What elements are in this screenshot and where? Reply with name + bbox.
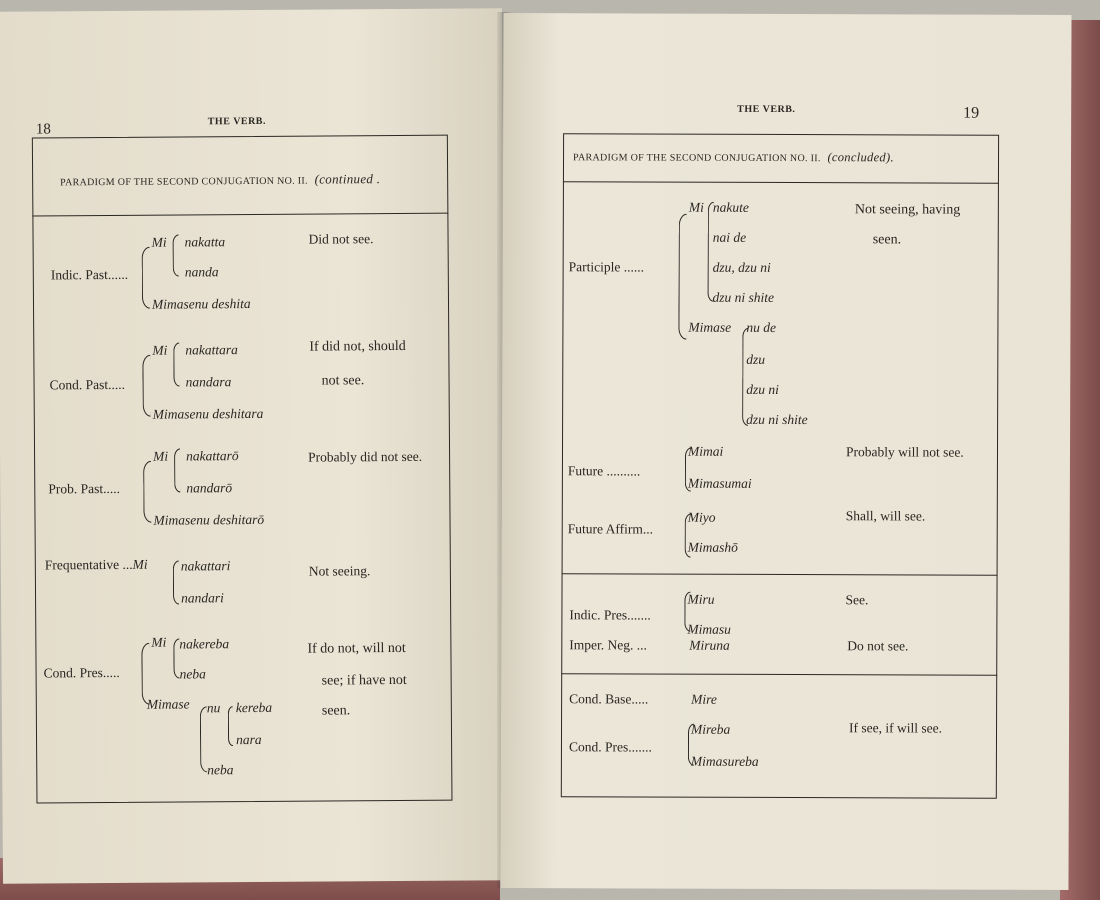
- form: nandari: [181, 590, 224, 606]
- row-label-frequentative: Frequentative ...Mi: [44, 556, 148, 573]
- form: nandarō: [186, 480, 233, 496]
- form: kereba: [235, 699, 273, 716]
- form: nakattara: [185, 342, 238, 358]
- brace: [142, 355, 150, 417]
- form: nandara: [185, 374, 232, 390]
- meaning: seen.: [872, 232, 902, 248]
- meaning: See.: [845, 592, 869, 608]
- form: Mimasureba: [690, 753, 759, 769]
- form: neba: [179, 666, 206, 682]
- form: Miru: [687, 591, 715, 607]
- stem: Mimase: [688, 319, 732, 335]
- form: nu: [206, 700, 221, 716]
- meaning: see; if have not: [321, 672, 407, 689]
- brace: [143, 461, 151, 523]
- stem: Mi: [151, 234, 167, 250]
- row-label-cond-pres: Cond. Pres.....: [43, 664, 120, 681]
- form: Mimashō: [687, 539, 738, 555]
- meaning: Do not see.: [847, 638, 909, 654]
- meaning: If do not, will not: [307, 640, 406, 657]
- form: Mimasu: [687, 621, 731, 637]
- form: dzu ni shite: [746, 411, 808, 428]
- form: nu de: [746, 319, 777, 335]
- stem: Mi: [152, 342, 168, 358]
- brace: [142, 247, 150, 309]
- form: nakute: [712, 199, 749, 215]
- row-label-prob-past: Prob. Past.....: [48, 480, 120, 497]
- row-label-cond-past: Cond. Past.....: [49, 376, 126, 393]
- stem: Mi: [153, 448, 169, 464]
- table-title: PARADIGM OF THE SECOND CONJUGATION NO. II. (continued .: [60, 171, 381, 189]
- row-label-participle: Participle ......: [568, 259, 645, 275]
- meaning: Shall, will see.: [845, 508, 926, 524]
- brace: [228, 706, 233, 746]
- form: Miruna: [689, 637, 730, 653]
- table-title: PARADIGM OF THE SECOND CONJUGATION NO. II. (concluded).: [573, 150, 894, 165]
- brace: [173, 343, 179, 387]
- form: Miyo: [687, 509, 716, 525]
- row-label-cond-pres: Cond. Pres.......: [568, 739, 652, 755]
- meaning: If did not, should: [309, 338, 406, 355]
- row-label-cond-base: Cond. Base.....: [569, 691, 649, 707]
- brace: [678, 214, 686, 340]
- page-number: 19: [963, 104, 980, 122]
- meaning: Did not see.: [308, 231, 374, 247]
- row-label-indic-past: Indic. Past......: [50, 266, 129, 283]
- form: nara: [235, 731, 262, 748]
- right-page: [500, 13, 1071, 890]
- form: Mimai: [687, 443, 724, 459]
- meaning: Not seeing, having: [854, 202, 961, 218]
- form: Mimasenu deshita: [151, 296, 251, 312]
- running-head: THE VERB.: [207, 115, 267, 128]
- form: Mimasumai: [687, 475, 752, 491]
- brace: [173, 235, 179, 277]
- form: dzu ni: [746, 381, 779, 397]
- meaning: not see.: [321, 373, 365, 389]
- stem: Mimase: [146, 696, 190, 712]
- form: neba: [207, 762, 234, 778]
- meaning: Not seeing.: [308, 563, 371, 579]
- page-number: 18: [35, 121, 51, 138]
- form: nai de: [712, 229, 747, 245]
- meaning: seen.: [321, 703, 351, 719]
- form: dzu: [746, 351, 766, 367]
- form: Mimasenu deshitarō: [153, 511, 265, 528]
- brace: [174, 449, 180, 493]
- row-label-imper-neg: Imper. Neg. ...: [569, 637, 647, 653]
- stem: Mi: [151, 634, 167, 650]
- meaning: Probably did not see.: [308, 448, 423, 465]
- running-head: THE VERB.: [737, 103, 796, 116]
- form: dzu ni shite: [712, 289, 775, 305]
- row-label-indic-pres: Indic. Pres.......: [569, 607, 651, 623]
- brace: [708, 202, 714, 302]
- form: nanda: [184, 264, 219, 280]
- form: nakattarō: [186, 448, 239, 464]
- row-label-future-affirm: Future Affirm...: [567, 521, 654, 537]
- row-label-future: Future ..........: [567, 463, 641, 479]
- form: Mire: [691, 691, 717, 707]
- stem: Mi: [688, 199, 704, 215]
- meaning: Probably will not see.: [845, 444, 964, 460]
- brace: [173, 561, 179, 605]
- form: Mimasenu deshitara: [152, 405, 264, 422]
- left-page: [0, 8, 508, 884]
- form: dzu, dzu ni: [712, 259, 771, 275]
- brace: [141, 643, 149, 705]
- meaning: If see, if will see.: [849, 720, 943, 736]
- form: nakatta: [184, 234, 226, 250]
- form: Mireba: [691, 721, 731, 737]
- form: nakereba: [179, 636, 230, 652]
- form: nakattari: [180, 558, 231, 574]
